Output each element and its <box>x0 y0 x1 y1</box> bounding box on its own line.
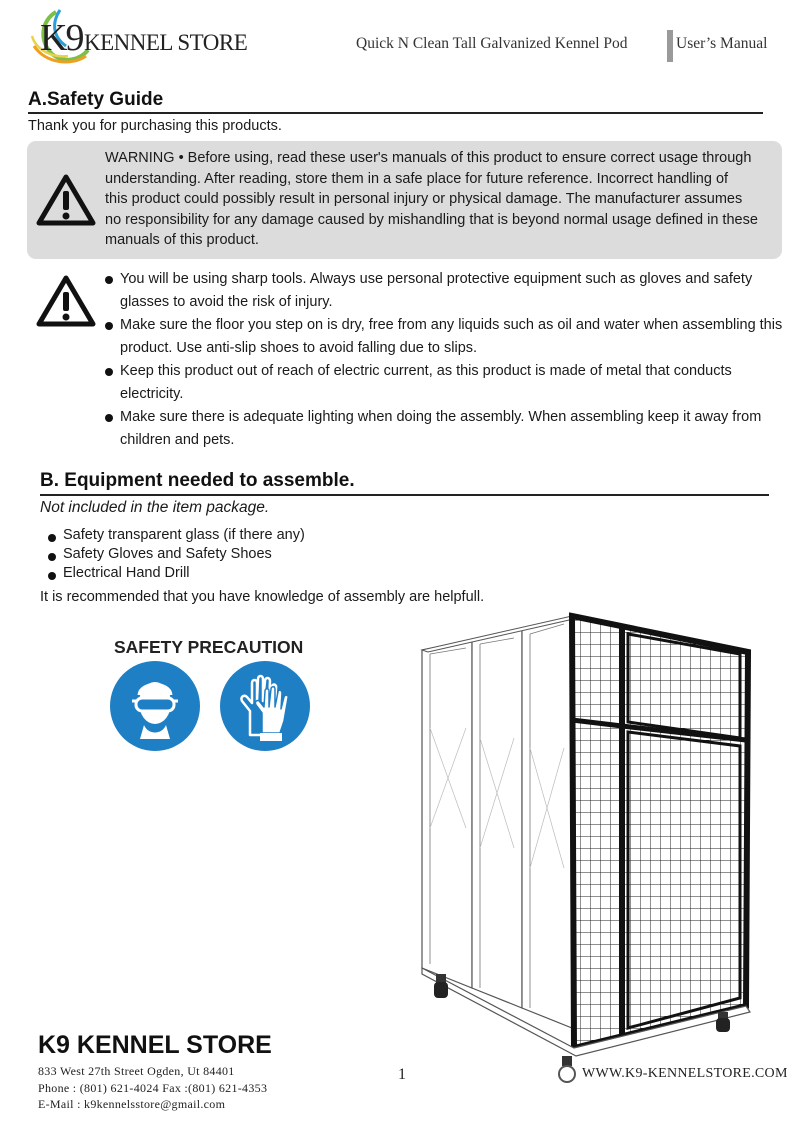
footer-website-link[interactable]: WWW.K9-KENNELSTORE.COM <box>582 1066 788 1081</box>
safety-bullet: Make sure the floor you step on is dry, free from any liquids such as oil and water when assembling this product. Use anti-slip shoes to avoid falling due to slips. <box>105 314 785 360</box>
goggles-icon <box>110 661 200 751</box>
footer-email[interactable]: E-Mail : k9kennelsstore@gmail.com <box>38 1097 226 1111</box>
safety-bullet: Make sure there is adequate lighting when doing the assembly. When assembling keep it away from children and pets. <box>105 406 785 452</box>
thanks-text: Thank you for purchasing this products. <box>28 118 282 134</box>
header-manual-label: User’s Manual <box>676 35 768 52</box>
footer-phone: Phone : (801) 621-4024 Fax :(801) 621-4353 <box>38 1080 268 1095</box>
safety-bullet-list <box>105 268 785 452</box>
section-a-title: A.Safety Guide <box>28 89 164 110</box>
safety-bullet: You will be using sharp tools. Always use personal protective equipment such as gloves and safety glasses to avoid the risk of injury. <box>105 268 785 314</box>
header-separator <box>667 30 673 62</box>
footer-address: 833 West 27th Street Ogden, Ut 84401 <box>38 1064 235 1078</box>
warning-line: manuals of this product. <box>105 232 259 249</box>
section-b-divider <box>40 494 769 496</box>
equipment-item: Safety Gloves and Safety Shoes <box>48 545 305 564</box>
equipment-item: Safety transparent glass (if there any) <box>48 526 305 545</box>
footer-contact <box>38 1063 267 1113</box>
warning-line: no responsibility for any damage caused by mishandling that is beyond normal usage defined in these <box>105 211 758 228</box>
safety-precaution-title: SAFETY PRECAUTION <box>114 637 304 657</box>
warning-triangle-icon <box>35 173 97 227</box>
section-a-divider <box>28 112 763 114</box>
warning-line: this product could possibly result in personal injury or physical damage. The manufacturer assumes <box>105 191 743 208</box>
kennel-pod-illustration <box>410 608 770 1088</box>
section-b-title: B. Equipment needed to assemble. <box>40 470 355 491</box>
warning-text <box>105 148 773 251</box>
warning-line: WARNING • Before using, read these user's manuals of this product to ensure correct usage through <box>105 150 752 166</box>
recommendation-text: It is recommended that you have knowledge of assembly are helpfull. <box>40 589 485 605</box>
logo-k9: K9 <box>40 17 83 59</box>
gloves-icon <box>220 661 310 751</box>
goggles-badge <box>110 661 200 751</box>
equipment-list <box>48 526 305 583</box>
page-number: 1 <box>398 1066 406 1083</box>
safety-bullet: Keep this product out of reach of electric current, as this product is made of metal that conducts electricity. <box>105 360 785 406</box>
caution-triangle-icon <box>35 274 97 328</box>
logo-text: KENNEL STORE <box>84 30 248 55</box>
warning-line: understanding. After reading, store them in a safe place for future reference. Incorrect handling of <box>105 170 729 187</box>
gloves-badge <box>220 661 310 751</box>
header-product-title: Quick N Clean Tall Galvanized Kennel Pod <box>356 35 628 52</box>
equipment-item: Electrical Hand Drill <box>48 564 305 583</box>
section-b-subtitle: Not included in the item package. <box>40 499 270 516</box>
footer-store-name: K9 KENNEL STORE <box>38 1031 272 1059</box>
